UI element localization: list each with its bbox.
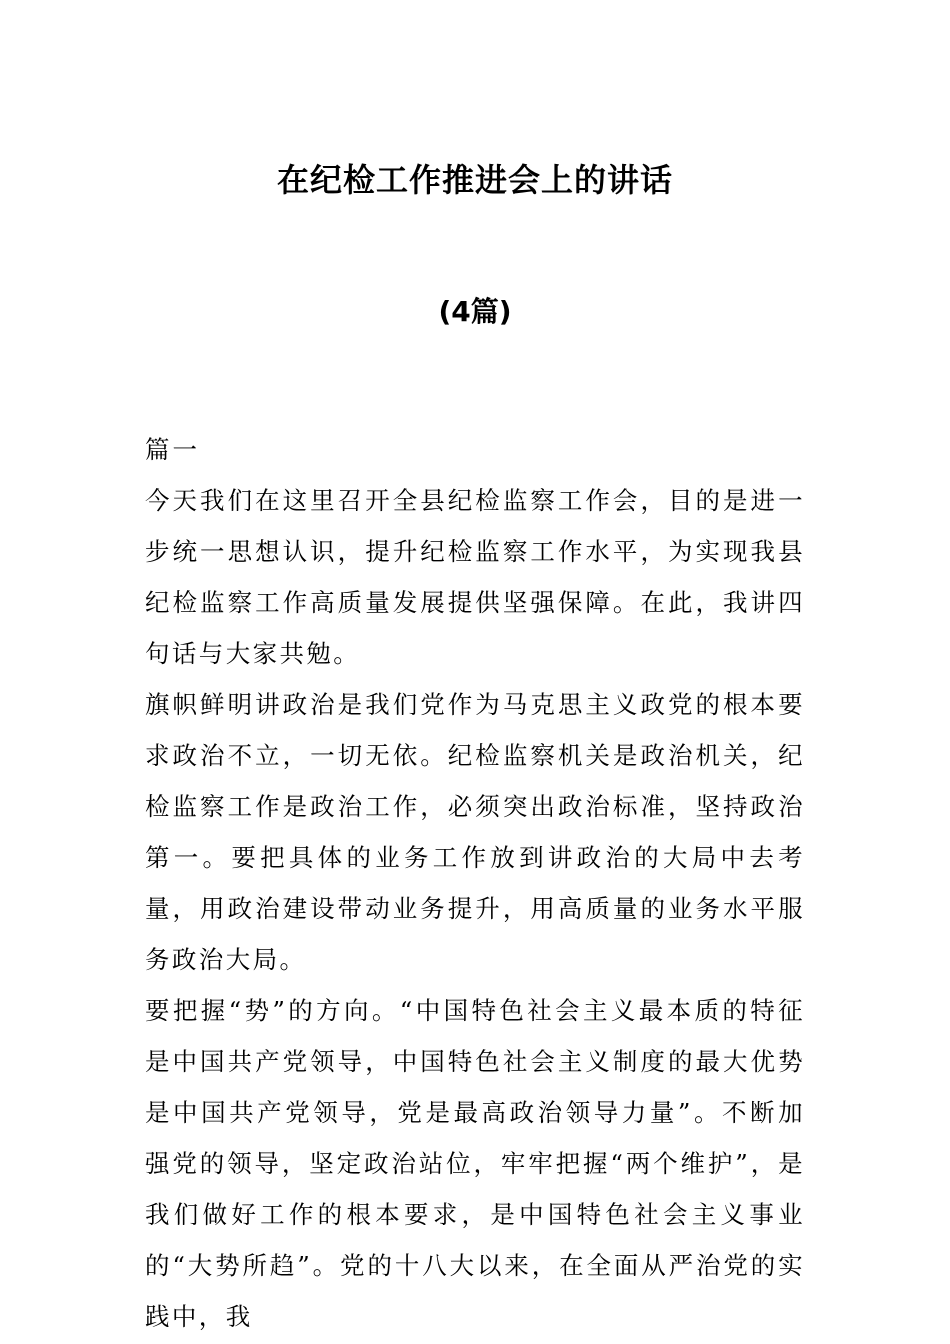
- document-subtitle: (4篇): [438, 295, 512, 328]
- document-title: 在纪检工作推进会上的讲话: [276, 161, 673, 199]
- paragraph-2: 旗帜鲜明讲政治是我们党作为马克思主义政党的根本要求政治不立，一切无依。纪检监察机关是政治机关，纪检监察工作是政治工作，必须突出政治标准，坚持政治第一。要把具体的业务工作放到讲政治的大局中去考量，用政治建设带动业务提升，用高质量的业务水平服务政治大局。: [145, 690, 805, 974]
- document-body: [145, 424, 805, 1342]
- paragraph-3: 要把握“势”的方向。“中国特色社会主义最本质的特征是中国共产党领导，中国特色社会主义制度的最大优势是中国共产党领导，党是最高政治领导力量”。不断加强党的领导，坚定政治站位，牢牢把握“两个维护”，是我们做好工作的根本要求，是中国特色社会主义事业的“大势所趋”。党的十八大以来，在全面从严治党的实践中，我: [145, 996, 805, 1331]
- section-label: 篇一: [145, 435, 200, 464]
- paragraph-1: 今天我们在这里召开全县纪检监察工作会，目的是进一步统一思想认识，提升纪检监察工作水平，为实现我县纪检监察工作高质量发展提供坚强保障。在此，我讲四句话与大家共勉。: [145, 486, 805, 668]
